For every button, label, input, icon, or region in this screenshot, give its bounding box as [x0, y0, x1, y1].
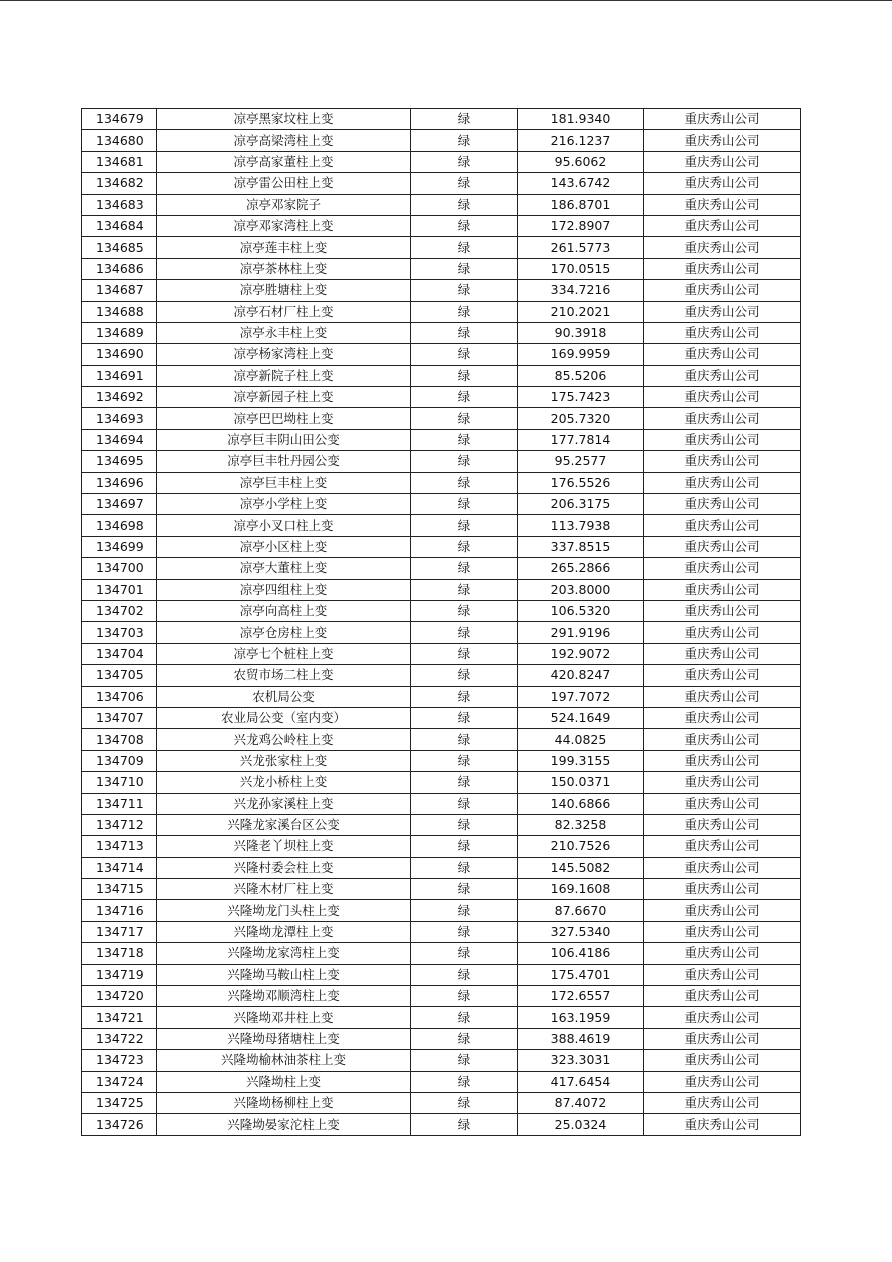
cell-company: 重庆秀山公司: [644, 215, 801, 236]
cell-company: 重庆秀山公司: [644, 1028, 801, 1049]
cell-id: 134687: [82, 280, 157, 301]
cell-id: 134709: [82, 750, 157, 771]
cell-id: 134690: [82, 344, 157, 365]
cell-color: 绿: [411, 643, 518, 664]
cell-company: 重庆秀山公司: [644, 258, 801, 279]
cell-name: 凉亭新园子柱上变: [157, 387, 411, 408]
cell-name: 凉亭巨丰牡丹园公变: [157, 451, 411, 472]
cell-company: 重庆秀山公司: [644, 1050, 801, 1071]
cell-value: 172.6557: [518, 986, 644, 1007]
cell-color: 绿: [411, 215, 518, 236]
cell-value: 169.1608: [518, 879, 644, 900]
table-row: [82, 280, 801, 301]
cell-color: 绿: [411, 622, 518, 643]
cell-color: 绿: [411, 429, 518, 450]
cell-value: 95.6062: [518, 151, 644, 172]
cell-name: 凉亭小区柱上变: [157, 536, 411, 557]
cell-company: 重庆秀山公司: [644, 665, 801, 686]
cell-name: 凉亭黑家坟柱上变: [157, 109, 411, 130]
cell-color: 绿: [411, 879, 518, 900]
cell-company: 重庆秀山公司: [644, 836, 801, 857]
cell-name: 兴隆坳柱上变: [157, 1071, 411, 1092]
cell-color: 绿: [411, 986, 518, 1007]
table-row: [82, 429, 801, 450]
cell-name: 农机局公变: [157, 686, 411, 707]
table-row: [82, 686, 801, 707]
page-top-border: [0, 0, 892, 1]
cell-name: 凉亭四组柱上变: [157, 579, 411, 600]
cell-company: 重庆秀山公司: [644, 643, 801, 664]
cell-company: 重庆秀山公司: [644, 472, 801, 493]
cell-name: 凉亭小叉口柱上变: [157, 515, 411, 536]
table-row: [82, 387, 801, 408]
cell-color: 绿: [411, 173, 518, 194]
cell-company: 重庆秀山公司: [644, 451, 801, 472]
table-row: [82, 322, 801, 343]
cell-id: 134711: [82, 793, 157, 814]
cell-color: 绿: [411, 322, 518, 343]
cell-color: 绿: [411, 301, 518, 322]
table-row: [82, 494, 801, 515]
cell-id: 134702: [82, 600, 157, 621]
cell-id: 134708: [82, 729, 157, 750]
cell-value: 82.3258: [518, 814, 644, 835]
cell-company: 重庆秀山公司: [644, 729, 801, 750]
cell-company: 重庆秀山公司: [644, 750, 801, 771]
cell-color: 绿: [411, 558, 518, 579]
cell-name: 凉亭新院子柱上变: [157, 365, 411, 386]
cell-company: 重庆秀山公司: [644, 579, 801, 600]
cell-company: 重庆秀山公司: [644, 814, 801, 835]
cell-color: 绿: [411, 900, 518, 921]
cell-name: 兴隆坳龙潭柱上变: [157, 921, 411, 942]
table-row: [82, 793, 801, 814]
table-row: [82, 836, 801, 857]
cell-company: 重庆秀山公司: [644, 387, 801, 408]
cell-id: 134686: [82, 258, 157, 279]
cell-company: 重庆秀山公司: [644, 986, 801, 1007]
table-row: [82, 109, 801, 130]
table-row: [82, 643, 801, 664]
cell-company: 重庆秀山公司: [644, 344, 801, 365]
cell-value: 169.9959: [518, 344, 644, 365]
cell-value: 199.3155: [518, 750, 644, 771]
cell-company: 重庆秀山公司: [644, 600, 801, 621]
cell-color: 绿: [411, 515, 518, 536]
cell-id: 134725: [82, 1092, 157, 1113]
cell-value: 291.9196: [518, 622, 644, 643]
cell-value: 90.3918: [518, 322, 644, 343]
cell-color: 绿: [411, 365, 518, 386]
table-row: [82, 1092, 801, 1113]
cell-id: 134681: [82, 151, 157, 172]
cell-id: 134680: [82, 130, 157, 151]
table-row: [82, 814, 801, 835]
cell-company: 重庆秀山公司: [644, 772, 801, 793]
cell-name: 兴隆坳龙门头柱上变: [157, 900, 411, 921]
cell-company: 重庆秀山公司: [644, 365, 801, 386]
cell-name: 凉亭巴巴坳柱上变: [157, 408, 411, 429]
cell-name: 凉亭巨丰柱上变: [157, 472, 411, 493]
cell-id: 134691: [82, 365, 157, 386]
cell-id: 134704: [82, 643, 157, 664]
cell-name: 兴龙鸡公岭柱上变: [157, 729, 411, 750]
cell-color: 绿: [411, 579, 518, 600]
cell-value: 192.9072: [518, 643, 644, 664]
cell-value: 181.9340: [518, 109, 644, 130]
cell-color: 绿: [411, 130, 518, 151]
cell-id: 134720: [82, 986, 157, 1007]
cell-color: 绿: [411, 194, 518, 215]
cell-company: 重庆秀山公司: [644, 1071, 801, 1092]
cell-name: 兴隆村委会柱上变: [157, 857, 411, 878]
table-row: [82, 558, 801, 579]
cell-id: 134703: [82, 622, 157, 643]
cell-value: 170.0515: [518, 258, 644, 279]
cell-color: 绿: [411, 408, 518, 429]
cell-company: 重庆秀山公司: [644, 1007, 801, 1028]
cell-id: 134705: [82, 665, 157, 686]
cell-id: 134701: [82, 579, 157, 600]
cell-company: 重庆秀山公司: [644, 879, 801, 900]
cell-id: 134685: [82, 237, 157, 258]
cell-id: 134684: [82, 215, 157, 236]
cell-color: 绿: [411, 280, 518, 301]
cell-color: 绿: [411, 472, 518, 493]
cell-company: 重庆秀山公司: [644, 857, 801, 878]
cell-value: 175.7423: [518, 387, 644, 408]
table-row: [82, 1028, 801, 1049]
table-row: [82, 237, 801, 258]
cell-name: 凉亭莲丰柱上变: [157, 237, 411, 258]
cell-name: 兴隆龙家溪台区公变: [157, 814, 411, 835]
cell-name: 凉亭邓家院子: [157, 194, 411, 215]
cell-company: 重庆秀山公司: [644, 194, 801, 215]
cell-company: 重庆秀山公司: [644, 322, 801, 343]
table-row: [82, 408, 801, 429]
cell-company: 重庆秀山公司: [644, 109, 801, 130]
cell-value: 172.8907: [518, 215, 644, 236]
table-row: [82, 707, 801, 728]
cell-color: 绿: [411, 921, 518, 942]
cell-company: 重庆秀山公司: [644, 130, 801, 151]
cell-id: 134713: [82, 836, 157, 857]
cell-value: 216.1237: [518, 130, 644, 151]
cell-id: 134712: [82, 814, 157, 835]
table-row: [82, 365, 801, 386]
cell-name: 凉亭高家董柱上变: [157, 151, 411, 172]
cell-color: 绿: [411, 857, 518, 878]
cell-value: 334.7216: [518, 280, 644, 301]
table-row: [82, 1071, 801, 1092]
table-body: [82, 109, 801, 1136]
cell-id: 134723: [82, 1050, 157, 1071]
cell-color: 绿: [411, 1092, 518, 1113]
cell-company: 重庆秀山公司: [644, 237, 801, 258]
cell-id: 134689: [82, 322, 157, 343]
cell-company: 重庆秀山公司: [644, 900, 801, 921]
cell-color: 绿: [411, 600, 518, 621]
cell-color: 绿: [411, 772, 518, 793]
cell-name: 兴隆坳母猪塘柱上变: [157, 1028, 411, 1049]
cell-name: 凉亭高梁湾柱上变: [157, 130, 411, 151]
cell-company: 重庆秀山公司: [644, 793, 801, 814]
table-row: [82, 472, 801, 493]
cell-value: 87.4072: [518, 1092, 644, 1113]
cell-id: 134688: [82, 301, 157, 322]
cell-value: 106.5320: [518, 600, 644, 621]
cell-name: 兴隆老丫坝柱上变: [157, 836, 411, 857]
cell-value: 150.0371: [518, 772, 644, 793]
cell-color: 绿: [411, 151, 518, 172]
cell-id: 134693: [82, 408, 157, 429]
table-row: [82, 964, 801, 985]
cell-value: 106.4186: [518, 943, 644, 964]
cell-company: 重庆秀山公司: [644, 515, 801, 536]
cell-name: 兴隆坳榆林油茶柱上变: [157, 1050, 411, 1071]
cell-value: 206.3175: [518, 494, 644, 515]
cell-name: 凉亭茶林柱上变: [157, 258, 411, 279]
cell-company: 重庆秀山公司: [644, 964, 801, 985]
cell-id: 134714: [82, 857, 157, 878]
cell-id: 134716: [82, 900, 157, 921]
cell-id: 134715: [82, 879, 157, 900]
cell-value: 210.7526: [518, 836, 644, 857]
table-row: [82, 515, 801, 536]
table-row: [82, 729, 801, 750]
table-row: [82, 622, 801, 643]
cell-value: 265.2866: [518, 558, 644, 579]
cell-color: 绿: [411, 387, 518, 408]
cell-name: 凉亭胜塘柱上变: [157, 280, 411, 301]
cell-value: 143.6742: [518, 173, 644, 194]
cell-value: 210.2021: [518, 301, 644, 322]
cell-name: 凉亭邓家湾柱上变: [157, 215, 411, 236]
cell-name: 凉亭巨丰阴山田公变: [157, 429, 411, 450]
cell-id: 134699: [82, 536, 157, 557]
cell-value: 25.0324: [518, 1114, 644, 1135]
cell-company: 重庆秀山公司: [644, 921, 801, 942]
cell-id: 134697: [82, 494, 157, 515]
cell-name: 兴龙张家柱上变: [157, 750, 411, 771]
cell-value: 337.8515: [518, 536, 644, 557]
cell-color: 绿: [411, 1028, 518, 1049]
cell-color: 绿: [411, 814, 518, 835]
table-row: [82, 130, 801, 151]
cell-id: 134682: [82, 173, 157, 194]
cell-value: 197.7072: [518, 686, 644, 707]
cell-color: 绿: [411, 729, 518, 750]
cell-name: 兴隆坳龙家湾柱上变: [157, 943, 411, 964]
cell-company: 重庆秀山公司: [644, 1114, 801, 1135]
cell-color: 绿: [411, 943, 518, 964]
cell-id: 134692: [82, 387, 157, 408]
cell-color: 绿: [411, 750, 518, 771]
table-row: [82, 258, 801, 279]
cell-value: 420.8247: [518, 665, 644, 686]
data-table: [81, 108, 801, 1136]
cell-company: 重庆秀山公司: [644, 622, 801, 643]
cell-name: 凉亭小学柱上变: [157, 494, 411, 515]
table-row: [82, 1007, 801, 1028]
cell-value: 524.1649: [518, 707, 644, 728]
cell-value: 205.7320: [518, 408, 644, 429]
table-row: [82, 921, 801, 942]
table-row: [82, 857, 801, 878]
cell-value: 95.2577: [518, 451, 644, 472]
cell-id: 134717: [82, 921, 157, 942]
cell-color: 绿: [411, 1050, 518, 1071]
cell-value: 87.6670: [518, 900, 644, 921]
cell-color: 绿: [411, 665, 518, 686]
cell-company: 重庆秀山公司: [644, 280, 801, 301]
cell-value: 177.7814: [518, 429, 644, 450]
table-row: [82, 579, 801, 600]
cell-color: 绿: [411, 237, 518, 258]
cell-value: 85.5206: [518, 365, 644, 386]
cell-company: 重庆秀山公司: [644, 151, 801, 172]
cell-id: 134706: [82, 686, 157, 707]
cell-color: 绿: [411, 836, 518, 857]
cell-value: 175.4701: [518, 964, 644, 985]
table-row: [82, 344, 801, 365]
cell-company: 重庆秀山公司: [644, 1092, 801, 1113]
cell-value: 44.0825: [518, 729, 644, 750]
cell-value: 261.5773: [518, 237, 644, 258]
cell-value: 186.8701: [518, 194, 644, 215]
cell-id: 134700: [82, 558, 157, 579]
cell-color: 绿: [411, 536, 518, 557]
cell-color: 绿: [411, 686, 518, 707]
table-row: [82, 986, 801, 1007]
cell-company: 重庆秀山公司: [644, 494, 801, 515]
cell-id: 134695: [82, 451, 157, 472]
cell-name: 凉亭仓房柱上变: [157, 622, 411, 643]
cell-value: 145.5082: [518, 857, 644, 878]
cell-id: 134724: [82, 1071, 157, 1092]
cell-company: 重庆秀山公司: [644, 429, 801, 450]
cell-value: 323.3031: [518, 1050, 644, 1071]
cell-name: 兴隆坳杨柳柱上变: [157, 1092, 411, 1113]
cell-name: 农业局公变（室内变）: [157, 707, 411, 728]
table-row: [82, 665, 801, 686]
cell-color: 绿: [411, 258, 518, 279]
cell-color: 绿: [411, 344, 518, 365]
cell-id: 134721: [82, 1007, 157, 1028]
cell-company: 重庆秀山公司: [644, 943, 801, 964]
cell-company: 重庆秀山公司: [644, 686, 801, 707]
table-row: [82, 173, 801, 194]
cell-value: 327.5340: [518, 921, 644, 942]
cell-color: 绿: [411, 451, 518, 472]
cell-name: 农贸市场二柱上变: [157, 665, 411, 686]
cell-value: 176.5526: [518, 472, 644, 493]
cell-name: 凉亭杨家湾柱上变: [157, 344, 411, 365]
table-row: [82, 943, 801, 964]
cell-company: 重庆秀山公司: [644, 173, 801, 194]
cell-id: 134698: [82, 515, 157, 536]
table-row: [82, 772, 801, 793]
cell-name: 凉亭七个桩柱上变: [157, 643, 411, 664]
cell-name: 兴龙孙家溪柱上变: [157, 793, 411, 814]
cell-name: 兴隆坳邓顺湾柱上变: [157, 986, 411, 1007]
cell-name: 兴隆坳晏家沱柱上变: [157, 1114, 411, 1135]
cell-id: 134722: [82, 1028, 157, 1049]
table-row: [82, 151, 801, 172]
table-row: [82, 301, 801, 322]
cell-id: 134683: [82, 194, 157, 215]
cell-name: 凉亭大董柱上变: [157, 558, 411, 579]
cell-color: 绿: [411, 109, 518, 130]
cell-name: 兴隆坳邓井柱上变: [157, 1007, 411, 1028]
cell-value: 203.8000: [518, 579, 644, 600]
cell-color: 绿: [411, 1071, 518, 1092]
table-row: [82, 1050, 801, 1071]
cell-name: 兴隆坳马鞍山柱上变: [157, 964, 411, 985]
cell-name: 凉亭石材厂柱上变: [157, 301, 411, 322]
cell-company: 重庆秀山公司: [644, 408, 801, 429]
cell-company: 重庆秀山公司: [644, 707, 801, 728]
cell-color: 绿: [411, 707, 518, 728]
cell-id: 134710: [82, 772, 157, 793]
cell-company: 重庆秀山公司: [644, 301, 801, 322]
table-row: [82, 215, 801, 236]
cell-id: 134679: [82, 109, 157, 130]
cell-value: 388.4619: [518, 1028, 644, 1049]
table-row: [82, 750, 801, 771]
cell-name: 凉亭向高柱上变: [157, 600, 411, 621]
table-row: [82, 194, 801, 215]
cell-color: 绿: [411, 494, 518, 515]
cell-color: 绿: [411, 1007, 518, 1028]
table-row: [82, 879, 801, 900]
cell-value: 417.6454: [518, 1071, 644, 1092]
table-row: [82, 536, 801, 557]
cell-id: 134696: [82, 472, 157, 493]
cell-name: 凉亭雷公田柱上变: [157, 173, 411, 194]
cell-color: 绿: [411, 1114, 518, 1135]
cell-id: 134694: [82, 429, 157, 450]
cell-company: 重庆秀山公司: [644, 558, 801, 579]
table-row: [82, 900, 801, 921]
cell-id: 134707: [82, 707, 157, 728]
cell-value: 140.6866: [518, 793, 644, 814]
cell-color: 绿: [411, 964, 518, 985]
cell-id: 134718: [82, 943, 157, 964]
cell-id: 134726: [82, 1114, 157, 1135]
cell-name: 兴隆木材厂柱上变: [157, 879, 411, 900]
cell-company: 重庆秀山公司: [644, 536, 801, 557]
cell-value: 113.7938: [518, 515, 644, 536]
table-row: [82, 451, 801, 472]
cell-name: 凉亭永丰柱上变: [157, 322, 411, 343]
cell-value: 163.1959: [518, 1007, 644, 1028]
table-row: [82, 1114, 801, 1135]
cell-name: 兴龙小桥柱上变: [157, 772, 411, 793]
cell-id: 134719: [82, 964, 157, 985]
cell-color: 绿: [411, 793, 518, 814]
table-row: [82, 600, 801, 621]
